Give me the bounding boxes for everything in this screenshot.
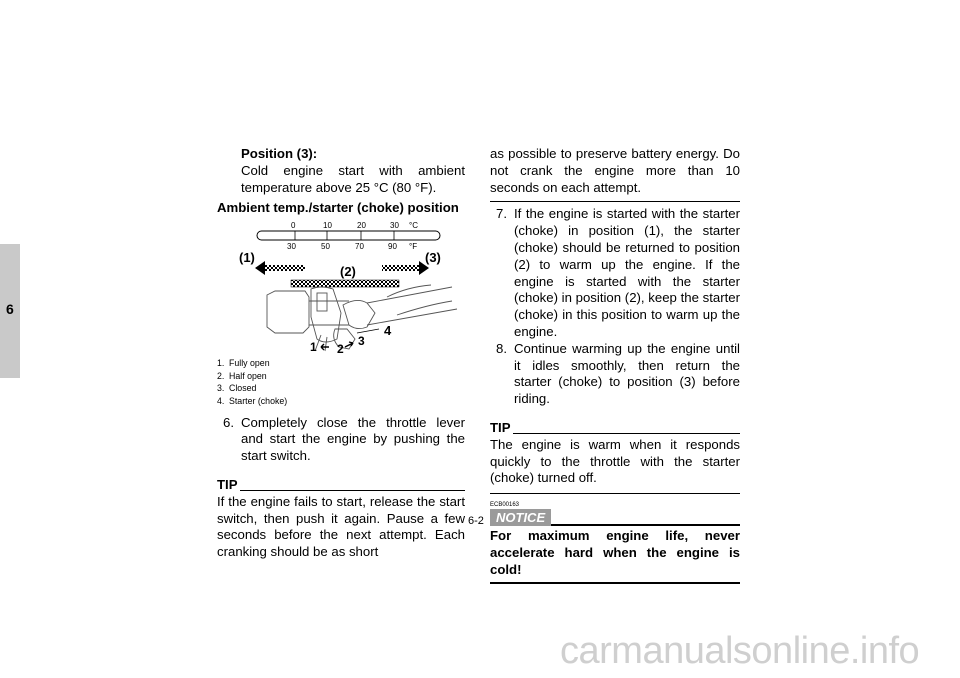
legend-item: 1. Fully open (217, 358, 270, 369)
step-8 (490, 341, 740, 408)
celsius-tick-0: 0 (291, 221, 296, 231)
notice-end-rule (490, 582, 740, 584)
celsius-tick-10: 10 (323, 221, 332, 231)
callout-3: 3 (358, 334, 365, 349)
celsius-unit: °C (409, 221, 418, 231)
callout-4: 4 (384, 323, 392, 339)
tip-header-right: TIP (490, 420, 740, 437)
position3-text: Cold engine start with ambient temperature above 25 °C (80 °F). (241, 162, 465, 195)
chapter-tab-number: 6 (6, 301, 14, 317)
celsius-tick-30: 30 (390, 221, 399, 231)
tip-header-left: TIP (217, 477, 465, 494)
step-7-text: If the engine is started with the starter (choke) in position (1), the starter (choke) should be returned to position (2) to warm up the engine. If the engine is started with the starter (choke) in position (2), keep the starter (choke) in this position to warm up the engine. (514, 206, 740, 339)
tip-text-left: If the engine fails to start, release the start switch, then push it again. Pause a few seconds before the next attempt. Each cranking should be as short (217, 493, 465, 560)
step-6 (217, 415, 465, 465)
step-8-number: 8. (496, 340, 507, 356)
step-6-text: Completely close the throttle lever and start the engine by pushing the start switch. (241, 414, 465, 464)
position-2-label: (2) (340, 264, 356, 280)
fahrenheit-tick-50: 50 (321, 242, 330, 252)
notice-code: ECB00163 (490, 502, 520, 509)
position-3-label: (3) (425, 250, 441, 266)
legend-item: 3. Closed (217, 383, 257, 394)
temperature-scale-bar (257, 231, 440, 240)
notice-text: For maximum engine life, never accelerate hard when the engine is cold! (490, 528, 740, 577)
step-6-number: 6. (223, 414, 234, 430)
page-number: 6-2 (468, 515, 484, 527)
notice-header (490, 509, 740, 526)
figure-title: Ambient temp./starter (choke) position (217, 200, 459, 216)
step-7-number: 7. (496, 206, 507, 222)
position3-title: Position (3): (241, 146, 318, 161)
divider (490, 201, 740, 202)
tip-text-right: The engine is warm when it responds quickly to the throttle with the starter (choke) turned off. (490, 436, 740, 486)
legend-item: 4. Starter (choke) (217, 395, 288, 406)
notice-label: NOTICE (490, 509, 551, 526)
step-8-text: Continue warming up the engine until it idles smoothly, then return the starter (choke) to position (3) before riding. (514, 340, 740, 407)
right-column (490, 146, 740, 584)
figure-legend (217, 357, 465, 407)
fahrenheit-unit: °F (409, 242, 418, 252)
choke-position-figure (217, 217, 465, 357)
callout-1: 1 (310, 340, 317, 355)
divider (490, 493, 740, 494)
callout-2: 2 (337, 342, 344, 357)
step-7 (490, 206, 740, 340)
watermark: carmanualsonline.info (560, 630, 920, 672)
legend-item: 2. Half open (217, 370, 267, 381)
fahrenheit-tick-70: 70 (355, 242, 364, 252)
left-column (217, 146, 465, 561)
half-open-bar (291, 280, 399, 287)
fahrenheit-tick-30: 30 (287, 242, 296, 252)
position-1-label: (1) (239, 250, 255, 266)
celsius-tick-20: 20 (357, 221, 366, 231)
fahrenheit-tick-90: 90 (388, 242, 397, 252)
continued-text: as possible to preserve battery energy. Do not crank the engine more than 10 seconds on each attempt. (490, 146, 740, 195)
